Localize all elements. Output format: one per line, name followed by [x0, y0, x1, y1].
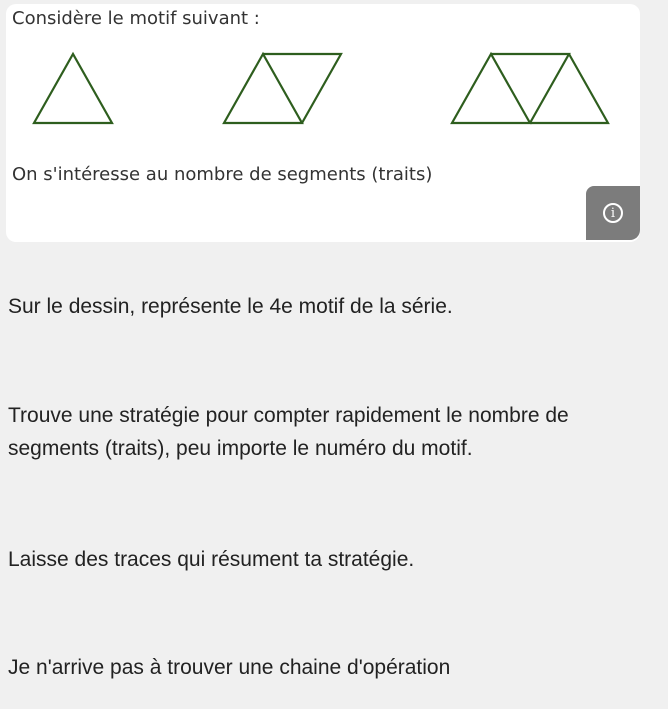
pattern-figures: [6, 48, 640, 138]
info-icon: i: [603, 203, 623, 223]
card-title: Considère le motif suivant :: [12, 8, 260, 29]
student-answer: Je n'arrive pas à trouver une chaine d'opération: [8, 656, 451, 679]
instruction-3: Laisse des traces qui résument ta stratégie.: [8, 548, 415, 571]
triangle-motif-1: [34, 54, 112, 123]
triangle-motif-2: [224, 54, 341, 123]
info-button[interactable]: [586, 186, 640, 240]
card-subtitle: On s'intéresse au nombre de segments (traits): [12, 164, 433, 185]
instruction-2: Trouve une stratégie pour compter rapidement le nombre de segments (traits), peu importe le numéro du motif.: [8, 404, 569, 460]
prompt-card: [6, 4, 640, 242]
instruction-1: Sur le dessin, représente le 4e motif de la série.: [8, 295, 453, 318]
triangle-motif-3: [452, 54, 608, 123]
